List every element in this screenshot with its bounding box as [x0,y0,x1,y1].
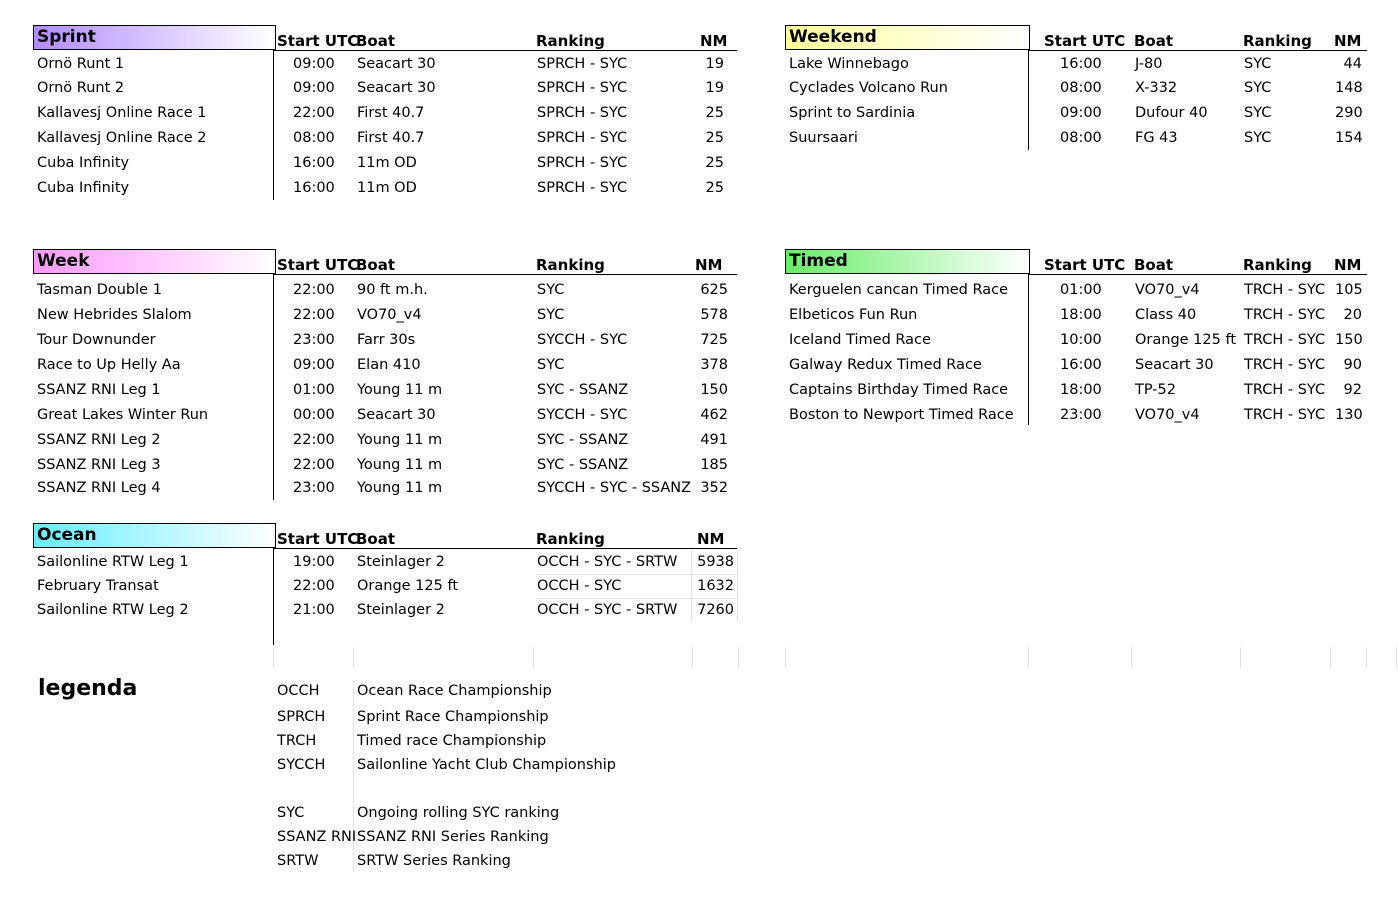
ranking-value: SYC [1244,105,1272,121]
ocean-start-utc-header: Start UTC [277,530,359,548]
ranking-value: OCCH - SYC [537,578,622,594]
race-name: Great Lakes Winter Run [37,407,209,423]
race-name: SSANZ RNI Leg 2 [37,432,161,448]
nm-value: 150 [700,382,728,398]
grid-line [692,647,693,668]
weekend-name-divider [1028,50,1029,150]
week-boat-header: Boat [356,256,396,274]
weekend-header-rule [1028,50,1367,51]
start-time: 16:00 [1060,357,1102,373]
start-time: 16:00 [293,180,335,196]
ranking-value: OCCH - SYC - SRTW [537,602,678,618]
ranking-value: TRCH - SYC [1244,282,1326,298]
boat-name: Young 11 m [357,457,443,473]
race-name: Sailonline RTW Leg 1 [37,554,189,570]
start-time: 09:00 [293,80,335,96]
race-name: Lake Winnebago [789,56,909,72]
sprint-start-utc-header: Start UTC [277,32,359,50]
boat-name: 11m OD [357,180,417,196]
start-time: 22:00 [293,457,335,473]
nm-value: 154 [1335,130,1363,146]
nm-value: 25 [705,155,724,171]
boat-name: 11m OD [357,155,417,171]
race-name: Kerguelen cancan Timed Race [789,282,1009,298]
ocean-ranking-header: Ranking [536,530,605,548]
nm-value: 150 [1335,332,1363,348]
timed-start-utc-header: Start UTC [1044,256,1126,274]
ranking-value: SPRCH - SYC [537,155,628,171]
grid-line [1366,647,1367,668]
timed-ranking-header: Ranking [1243,256,1312,274]
race-name: Tasman Double 1 [37,282,162,298]
weekend-ranking-header: Ranking [1243,32,1312,50]
boat-name: Orange 125 ft [1135,332,1237,348]
ranking-value: SYC - SSANZ [537,457,629,473]
start-time: 23:00 [1060,407,1102,423]
sprint-header-rule [273,50,737,51]
ranking-value: TRCH - SYC [1244,307,1326,323]
race-name: SSANZ RNI Leg 1 [37,382,161,398]
sprint-nm-header: NM [700,32,728,50]
nm-value: 25 [705,105,724,121]
timed-boat-header: Boat [1134,256,1174,274]
boat-name: First 40.7 [357,130,425,146]
race-name: Galway Redux Timed Race [789,357,982,373]
race-name: Boston to Newport Timed Race [789,407,1014,423]
grid-line [738,647,739,668]
boat-name: VO70_v4 [357,307,422,323]
boat-name: X-332 [1135,80,1178,96]
race-name: Cuba Infinity [37,155,130,171]
race-name: Cyclades Volcano Run [789,80,948,96]
nm-value: 1632 [697,578,734,594]
weekend-category-header: Weekend [785,25,1030,50]
boat-name: Seacart 30 [357,56,436,72]
race-name: Cuba Infinity [37,180,130,196]
week-header-rule [273,274,737,275]
legend-code: SRTW [277,853,319,869]
nm-value: 148 [1335,80,1363,96]
weekend-boat-header: Boat [1134,32,1174,50]
timed-category-header: Timed [785,249,1030,274]
grid-line [1330,647,1331,668]
boat-name: TP-52 [1135,382,1176,398]
ranking-value: SPRCH - SYC [537,180,628,196]
race-name: Elbeticos Fun Run [789,307,918,323]
grid-line [737,550,738,622]
legend-code: SYCCH [277,757,326,773]
legend-description: Timed race Championship [357,733,547,749]
boat-name: Seacart 30 [357,407,436,423]
grid-line [1131,647,1132,668]
start-time: 01:00 [293,382,335,398]
grid-line [1396,647,1397,668]
ranking-value: SYC - SSANZ [537,432,629,448]
nm-value: 185 [700,457,728,473]
legend-description: SRTW Series Ranking [357,853,511,869]
race-name: Race to Up Helly Aa [37,357,181,373]
start-time: 16:00 [293,155,335,171]
race-name: Captains Birthday Timed Race [789,382,1009,398]
race-name: Iceland Timed Race [789,332,931,348]
ranking-value: SPRCH - SYC [537,105,628,121]
timed-header-rule [1028,274,1367,275]
ocean-boat-header: Boat [356,530,396,548]
grid-line [537,598,737,599]
weekend-start-utc-header: Start UTC [1044,32,1126,50]
boat-name: Young 11 m [357,480,443,496]
ranking-value: SYCCH - SYC [537,332,628,348]
nm-value: 725 [700,332,728,348]
ranking-value: SYC [537,357,565,373]
nm-value: 462 [700,407,728,423]
nm-value: 290 [1335,105,1363,121]
week-name-divider [273,274,274,500]
race-name: Ornö Runt 1 [37,56,125,72]
grid-line [1028,647,1029,668]
start-time: 19:00 [293,554,335,570]
boat-name: First 40.7 [357,105,425,121]
nm-value: 25 [705,180,724,196]
race-name: SSANZ RNI Leg 4 [37,480,161,496]
nm-value: 378 [700,357,728,373]
start-time: 09:00 [1060,105,1102,121]
start-time: 00:00 [293,407,335,423]
nm-value: 19 [705,56,724,72]
boat-name: Class 40 [1135,307,1197,323]
start-time: 22:00 [293,105,335,121]
ranking-value: TRCH - SYC [1244,382,1326,398]
boat-name: Young 11 m [357,382,443,398]
ranking-value: SYCCH - SYC - SSANZ [537,480,692,496]
sprint-boat-header: Boat [356,32,396,50]
legend-code: SSANZ RNI [277,829,357,845]
start-time: 23:00 [293,480,335,496]
race-name: February Transat [37,578,159,594]
boat-name: Dufour 40 [1135,105,1208,121]
start-time: 22:00 [293,432,335,448]
nm-value: 20 [1343,307,1362,323]
ranking-value: TRCH - SYC [1244,407,1326,423]
boat-name: VO70_v4 [1135,282,1200,298]
ocean-nm-header: NM [697,530,725,548]
start-time: 18:00 [1060,307,1102,323]
start-time: 23:00 [293,332,335,348]
ranking-value: SYC [1244,130,1272,146]
ranking-value: OCCH - SYC - SRTW [537,554,678,570]
week-ranking-header: Ranking [536,256,605,274]
week-category-header: Week [33,249,276,274]
start-time: 16:00 [1060,56,1102,72]
boat-name: Seacart 30 [357,80,436,96]
start-time: 21:00 [293,602,335,618]
legend-code: TRCH [277,733,317,749]
legend-description: Sailonline Yacht Club Championship [357,757,616,773]
boat-name: 90 ft m.h. [357,282,428,298]
boat-name: VO70_v4 [1135,407,1200,423]
boat-name: Seacart 30 [1135,357,1214,373]
ranking-value: SPRCH - SYC [537,80,628,96]
race-name: New Hebrides Slalom [37,307,192,323]
nm-value: 352 [700,480,728,496]
ocean-category-header: Ocean [33,523,276,548]
boat-name: Steinlager 2 [357,602,445,618]
start-time: 09:00 [293,56,335,72]
sprint-name-divider [273,50,274,200]
nm-value: 90 [1343,357,1362,373]
week-start-utc-header: Start UTC [277,256,359,274]
grid-line [273,647,274,668]
week-nm-header: NM [695,256,723,274]
start-time: 09:00 [293,357,335,373]
legend-description: Ongoing rolling SYC ranking [357,805,560,821]
race-name: Kallavesj Online Race 1 [37,105,207,121]
boat-name: Farr 30s [357,332,416,348]
ranking-value: SYCCH - SYC [537,407,628,423]
nm-value: 19 [705,80,724,96]
start-time: 01:00 [1060,282,1102,298]
timed-nm-header: NM [1334,256,1362,274]
grid-line [537,574,737,575]
ranking-value: SYC - SSANZ [537,382,629,398]
sprint-ranking-header: Ranking [536,32,605,50]
legend-description: Ocean Race Championship [357,683,552,699]
ranking-value: SYC [1244,80,1272,96]
race-name: Suursaari [789,130,858,146]
nm-value: 130 [1335,407,1363,423]
legend-description: SSANZ RNI Series Ranking [357,829,549,845]
race-name: Sailonline RTW Leg 2 [37,602,189,618]
race-name: Ornö Runt 2 [37,80,125,96]
boat-name: Steinlager 2 [357,554,445,570]
boat-name: FG 43 [1135,130,1178,146]
ocean-name-divider [273,548,274,645]
ranking-value: TRCH - SYC [1244,332,1326,348]
timed-name-divider [1028,274,1029,425]
nm-value: 491 [700,432,728,448]
legend-description: Sprint Race Championship [357,709,549,725]
race-name: Kallavesj Online Race 2 [37,130,207,146]
race-name: Sprint to Sardinia [789,105,916,121]
start-time: 22:00 [293,282,335,298]
nm-value: 7260 [697,602,734,618]
ranking-value: SYC [537,282,565,298]
nm-value: 25 [705,130,724,146]
boat-name: Elan 410 [357,357,421,373]
ranking-value: TRCH - SYC [1244,357,1326,373]
legend-code: OCCH [277,683,320,699]
legend-code: SPRCH [277,709,326,725]
ranking-value: SYC [537,307,565,323]
legend-code: SYC [277,805,305,821]
start-time: 08:00 [1060,130,1102,146]
grid-line [785,647,786,668]
start-time: 10:00 [1060,332,1102,348]
start-time: 22:00 [293,578,335,594]
grid-line [353,647,354,668]
boat-name: Young 11 m [357,432,443,448]
grid-line [1240,647,1241,668]
race-name: SSANZ RNI Leg 3 [37,457,161,473]
ranking-value: SPRCH - SYC [537,130,628,146]
ranking-value: SPRCH - SYC [537,56,628,72]
legend-title: legenda [38,676,138,701]
nm-value: 578 [700,307,728,323]
ocean-header-rule [273,548,737,549]
nm-value: 5938 [697,554,734,570]
ranking-value: SYC [1244,56,1272,72]
nm-value: 92 [1343,382,1362,398]
weekend-nm-header: NM [1334,32,1362,50]
start-time: 08:00 [1060,80,1102,96]
start-time: 08:00 [293,130,335,146]
start-time: 18:00 [1060,382,1102,398]
grid-line [533,647,534,668]
start-time: 22:00 [293,307,335,323]
grid-line [691,550,692,622]
sprint-category-header: Sprint [33,25,276,50]
boat-name: Orange 125 ft [357,578,459,594]
race-name: Tour Downunder [37,332,156,348]
nm-value: 44 [1343,56,1362,72]
boat-name: J-80 [1135,56,1163,72]
nm-value: 105 [1335,282,1363,298]
nm-value: 625 [700,282,728,298]
